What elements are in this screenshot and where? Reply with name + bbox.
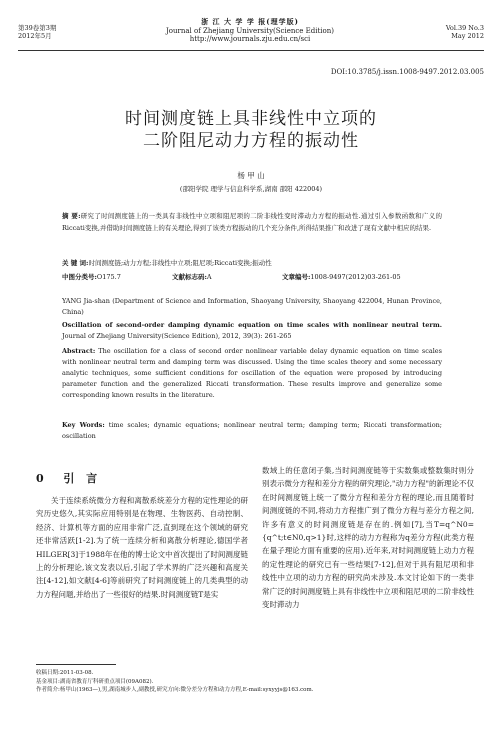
date-en: May 2012 — [451, 32, 484, 40]
keywords-cn — [62, 258, 442, 267]
en-citation: Journal of Zhejiang University(Science Edition), 2012, 39(3): 261-265 — [62, 332, 292, 340]
en-title: Oscillation of second-order damping dynamic equation on time scales with nonlinear neutral term. — [62, 321, 442, 329]
en-title-citation — [62, 320, 442, 342]
intro-left-column — [36, 494, 248, 601]
article-id-label: 文章编号: — [282, 273, 311, 281]
abstract-en-text: The oscillation for a class of second order nonlinear variable delay dynamic equation on time scales with nonlinear neutral term and damping term was discussed. Using the time scales theory and some necessary analytic techniques, some sufficient conditions for oscillation of the equation were proposed by introducing parameter function and the generalized Riccati transformation. These results improve and generalize some corresponding known results in the literature. — [62, 347, 442, 399]
keywords-en-text: time scales; dynamic equations; nonlinear neutral term; damping term; Riccati transformation; oscillation — [62, 421, 442, 440]
keywords-cn-label: 关 键 词: — [62, 259, 89, 267]
title-line-1: 时间测度链上具非线性中立项的 — [125, 109, 377, 129]
title-line-2: 二阶阻尼动力方程的振动性 — [143, 131, 359, 151]
affiliation: (邵阳学院 理学与信息科学系,湖南 邵阳 422004) — [179, 185, 323, 193]
issue-date: 2012年5月 — [18, 32, 52, 40]
clc-value: O175.7 — [96, 273, 121, 281]
article-id-value: 1008-9497(2012)03-261-05 — [310, 273, 401, 281]
classification-row — [62, 272, 442, 281]
journal-volume-en-block — [446, 24, 484, 40]
journal-name-en: Journal of Zhejiang University(Science Edition) — [165, 26, 334, 35]
abstract-cn-text: 研究了时间测度链上的一类具有非线性中立项和阻尼项的二阶非线性变时滞动力方程的振动性.通过引入参数函数和广义的Riccati变换,并借助时间测度链上的有关理论,得到了该类方程振动的几个充分条件,所得结果推广和改进了现有文献中相应的结果. — [62, 212, 442, 232]
abstract-en — [62, 346, 442, 401]
keywords-en-label: Key Words: — [62, 421, 105, 429]
section-number: 0 — [36, 472, 48, 485]
abstract-cn — [62, 210, 442, 234]
abstract-en-label: Abstract: — [62, 347, 96, 355]
footnote-funding: 基金项目:湖南省教育厅科研重点项目(09A082). — [36, 678, 154, 685]
intro-right-paragraph: 数域上的任意闭子集,当时间测度链等于实数集或整数集时则分别表示微分方程和差分方程的研究理论,"动力方程"的新理论不仅在时间测度链上统一了微分方程和差分方程的理论,而且随着时间测度链的不同,将动力方程推广到了微分方程与差分方程之间,许多有意义的时间测度链是存在的.例如[7],当T=q^N0={q^t;t∈N0,q>1}时,这样的动力方程称为q差分方程(此类方程在量子理论方面有重要的应用).近年来,对时间测度链上动力方程的定性理论的研究已有一些结果[7-12],但对于具有阻尼项和非线性中立项的动力方程的研究尚未涉及.本文讨论如下的一类非常广泛的时间测度链上具有非线性中立项和阻尼项的二阶非线性变时滞动力 — [262, 466, 474, 610]
doi: DOI:10.3785/j.issn.1008-9497.2012.03.005 — [330, 68, 484, 76]
paper-title — [60, 108, 442, 152]
section-title: 引 言 — [63, 472, 102, 485]
journal-url: http://www.journals.zju.edu.cn/sci — [189, 35, 311, 43]
footnote-rule — [36, 664, 116, 665]
header-rule — [18, 50, 484, 51]
keywords-cn-text: 时间测度链;动力方程;非线性中立项;阻尼项;Riccati变换;振动性 — [88, 259, 272, 267]
abstract-cn-label: 摘 要: — [62, 212, 81, 220]
volume-issue: 第39卷第3期 — [18, 24, 57, 32]
journal-volume-block — [18, 24, 56, 40]
volume-en: Vol.39 No.3 — [445, 24, 484, 32]
clc-label: 中图分类号: — [62, 273, 97, 281]
journal-name-cn: 浙 江 大 学 学 报(理学版) — [201, 17, 299, 26]
footnote-author-bio: 作者简介:杨甲山(1963—),男,湖南城步人,副教授,研究方向:微分差分方程和动力方程,E-mail:syxyyjs@163.com. — [36, 687, 314, 693]
doc-code-value: A — [206, 273, 212, 281]
journal-name-block — [140, 18, 360, 44]
en-author-line: YANG Jia-shan (Department of Science and Information, Shaoyang University, Shaoyang 422004, Hunan Province, China) — [62, 297, 442, 316]
keywords-en — [62, 420, 442, 442]
footnotes — [36, 669, 476, 695]
intro-left-paragraph: 关于连续系统微分方程和离散系统差分方程的定性理论的研究历史悠久,其实际应用特别是在物理、生物医药、自动控制、经济、计算机等方面的应用非常广泛,直到现在这个领域的研究还非常活跃[1-2].为了统一连续分析和离散分析理论,德国学者 HILGER[3]于1988年在他的博士论文中首次提出了时间测度链上的分析理论,该文发表以后,引起了学术界的广泛兴趣和高度关注[4-12],如文献[4-6]等前研究了时间测度链上的几类典型的动力方程问题,并给出了一些很好的结果.时间测度链T是实 — [36, 496, 248, 599]
author: 杨 甲 山 — [237, 171, 265, 180]
intro-right-column — [262, 464, 474, 611]
doc-code-label: 文献标志码: — [172, 273, 207, 281]
section-heading — [36, 470, 101, 486]
footnote-received: 收稿日期:2011-03-08. — [36, 670, 94, 676]
